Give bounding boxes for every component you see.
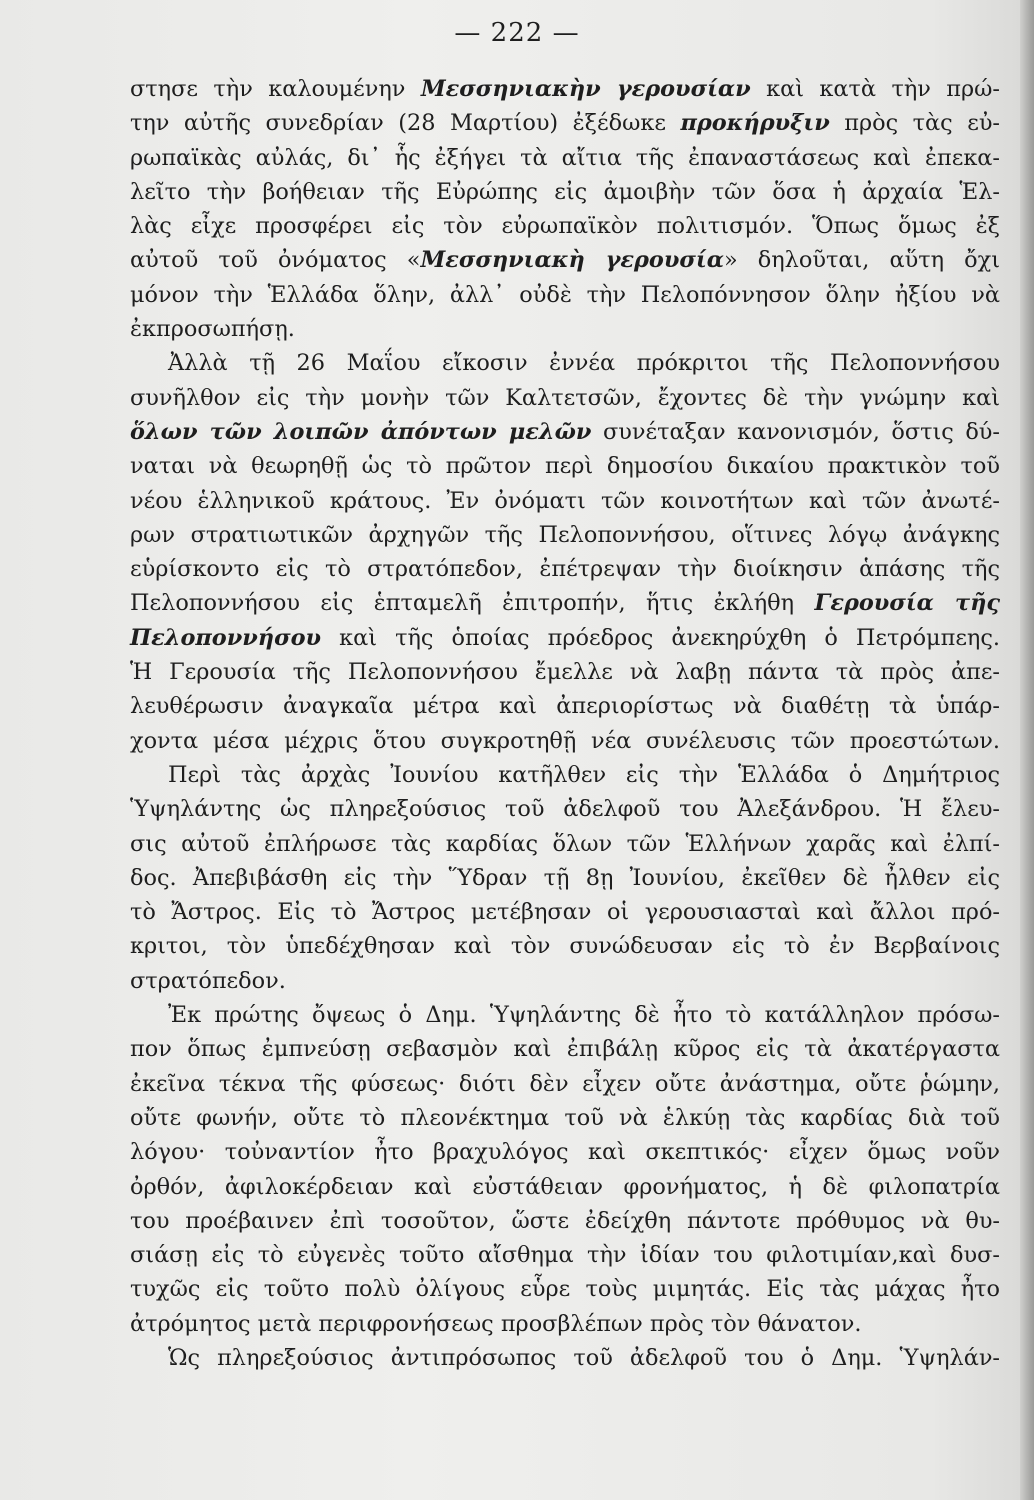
text-line [130,1272,1000,1306]
text-line [130,278,1000,312]
text-line [130,998,1000,1032]
line-text: του προέβαινεν ἐπὶ τοσοῦτον, ὥστε ἐδείχθη πάντοτε πρόθυμος νὰ θυ- [130,1207,1000,1234]
text-line [130,1204,1000,1238]
text-line [130,586,1000,620]
emphasis-text: προκήρυξιν [680,110,830,137]
text-line [130,175,1000,209]
text-line [130,1067,1000,1101]
line-text: οὔτε φωνήν, οὔτε τὸ πλεονέκτημα τοῦ νὰ ἑλκύῃ τὰς καρδίας διὰ τοῦ [130,1104,1000,1131]
text-line [130,243,1000,277]
line-text: ρων στρατιωτικῶν ἀρχηγῶν τῆς Πελοποννήσου, οἵτινες λόγῳ ἀνάγκης [130,521,1000,548]
line-text: Ἀλλὰ τῇ 26 Μαΐου εἴκοσιν ἐννέα πρόκριτοι τῆς Πελοποννήσου [168,350,1000,377]
body-text [130,72,1000,1375]
line-text: τὸ Ἄστρος. Εἰς τὸ Ἄστρος μετέβησαν οἱ γερουσιασταὶ καὶ ἄλλοι πρό- [130,899,1000,926]
text-line [130,312,1000,346]
line-text: καὶ κατὰ τὴν πρώ- [750,76,1000,102]
emphasis-text: Γερουσία τῆς [814,590,1000,617]
text-line [130,72,1000,106]
line-text: ἐκπροσωπήσῃ. [130,316,295,343]
line-text: νέου ἑλληνικοῦ κράτους. Ἐν ὀνόματι τῶν κοινοτήτων καὶ τῶν ἀνωτέ- [130,487,1000,514]
text-line [130,484,1000,518]
text-line [130,1341,1000,1375]
line-text: εὑρίσκοντο εἰς τὸ στρατόπεδον, ἐπέτρεψαν τὴν διοίκησιν ἁπάσης τῆς [130,556,1000,583]
emphasis-text: Πελοποννήσου [130,624,322,651]
line-text: λόγου· τοὐναντίον ἦτο βραχυλόγος καὶ σκεπτικός· εἶχεν ὅμως νοῦν [130,1139,1000,1166]
text-line [130,552,1000,586]
line-text: Ἐκ πρώτης ὄψεως ὁ Δημ. Ὑψηλάντης δὲ ἦτο τὸ κατάλληλον πρόσω- [168,1002,1000,1029]
text-line [130,518,1000,552]
line-text: τυχῶς εἰς τοῦτο πολὺ ὀλίγους εὗρε τοὺς μιμητάς. Εἰς τὰς μάχας ἦτο [130,1276,1000,1303]
line-text: Ἡ Γερουσία τῆς Πελοποννήσου ἔμελλε νὰ λαβῃ πάντα τὰ πρὸς ἀπε- [130,659,1000,686]
page-number: — 222 — [454,18,580,48]
text-line [130,758,1000,792]
emphasis-text: ὅλων τῶν λοιπῶν ἀπόντων μελῶν [130,418,592,445]
line-text: ρωπαϊκὰς αὐλάς, δι᾿ ἧς ἐξήγει τὰ αἴτια τῆς ἐπαναστάσεως καὶ ἐπεκα- [130,144,1000,171]
line-text: ὀρθόν, ἀφιλοκέρδειαν καὶ εὐστάθειαν φρονήματος, ἡ δὲ φιλοπατρία [130,1173,1000,1200]
line-text: σις αὐτοῦ ἐπλήρωσε τὰς καρδίας ὅλων τῶν Ἑλλήνων χαρᾶς καὶ ἐλπί- [130,830,1000,857]
line-text: συνέταξαν κανονισμόν, ὅστις δύ- [591,418,1000,445]
line-text: Περὶ τὰς ἀρχὰς Ἰουνίου κατῆλθεν εἰς τὴν Ἑλλάδα ὁ Δημήτριος [168,761,1000,788]
text-line [130,1170,1000,1204]
text-line [130,106,1000,140]
line-text: » δηλοῦται, αὕτη ὄχι [723,247,1000,274]
text-line [130,141,1000,175]
emphasis-text: Μεσσηνιακὴ γερουσία [420,247,724,274]
text-line [130,792,1000,826]
line-text: συνῆλθον εἰς τὴν μονὴν τῶν Καλτετσῶν, ἔχοντες δὲ τὴν γνώμην καὶ [130,384,1000,411]
line-text: την αὐτῆς συνεδρίαν (28 Μαρτίου) ἐξέδωκε [130,110,681,137]
line-text: πρὸς τὰς εὐ- [829,110,1000,137]
line-text: ναται νὰ θεωρηθῇ ὡς τὸ πρῶτον περὶ δημοσίου δικαίου πρακτικὸν τοῦ [130,453,1000,480]
line-text: στησε τὴν καλουμένην [130,76,421,102]
text-line [130,1238,1000,1272]
text-line [130,964,1000,998]
text-line [130,449,1000,483]
line-text: στρατόπεδον. [130,967,286,994]
line-text: χοντα μέσα μέχρις ὅτου συγκροτηθῇ νέα συνέλευσις τῶν προεστώτων. [130,727,1000,754]
line-text: πον ὅπως ἐμπνεύσῃ σεβασμὸν καὶ ἐπιβάλῃ κῦρος εἰς τὰ ἀκατέργαστα [130,1036,1000,1063]
text-line [130,1135,1000,1169]
text-line [130,346,1000,380]
text-line [130,861,1000,895]
text-line [130,1032,1000,1066]
text-line [130,895,1000,929]
line-text: λὰς εἶχε προσφέρει εἰς τὸν εὐρωπαϊκὸν πολιτισμόν. Ὅπως ὅμως ἐξ [130,213,1000,240]
text-line [130,1307,1000,1341]
text-line [130,827,1000,861]
line-text: λεῖτο τὴν βοήθειαν τῆς Εὐρώπης εἰς ἀμοιβὴν τῶν ὅσα ἡ ἀρχαία Ἑλ- [130,178,1000,205]
line-text: σιάσῃ εἰς τὸ εὐγενὲς τοῦτο αἴσθημα τὴν ἰδίαν του φιλοτιμίαν,καὶ δυσ- [130,1242,1000,1269]
text-line [130,621,1000,655]
text-line [130,724,1000,758]
page-edge-shadow [1020,0,1034,1500]
text-line [130,1101,1000,1135]
line-text: καὶ τῆς ὁποίας πρόεδρος ἀνεκηρύχθη ὁ Πετρόμπεης. [321,624,1000,651]
line-text: αὐτοῦ τοῦ ὀνόματος « [130,247,421,274]
line-text: λευθέρωσιν ἀναγκαῖα μέτρα καὶ ἀπεριορίστως νὰ διαθέτῃ τὰ ὑπάρ- [130,693,1000,720]
text-line [130,381,1000,415]
line-text: ἀτρόμητος μετὰ περιφρονήσεως προσβλέπων πρὸς τὸν θάνατον. [130,1310,862,1337]
line-text: κριτοι, τὸν ὑπεδέχθησαν καὶ τὸν συνώδευσαν εἰς τὸ ἐν Βερβαίνοις [130,933,1000,960]
text-line [130,689,1000,723]
text-line [130,929,1000,963]
text-line [130,209,1000,243]
line-text: Ὑψηλάντης ὡς πληρεξούσιος τοῦ ἀδελφοῦ του Ἀλεξάνδρου. Ἡ ἔλευ- [130,796,1000,823]
line-text: Ὡς πληρεξούσιος ἀντιπρόσωπος τοῦ ἀδελφοῦ του ὁ Δημ. Ὑψηλάν- [168,1344,1000,1371]
text-line [130,415,1000,449]
line-text: Πελοποννήσου εἰς ἑπταμελῆ ἐπιτροπήν, ἥτις ἐκλήθη [130,590,815,617]
emphasis-text: Μεσσηνιακὴν γερουσίαν [420,76,751,102]
line-text: ἐκεῖνα τέκνα τῆς φύσεως· διότι δὲν εἶχεν οὔτε ἀνάστημα, οὔτε ῥώμην, [130,1070,1000,1097]
line-text: μόνον τὴν Ἑλλάδα ὅλην, ἀλλ᾿ οὐδὲ τὴν Πελοπόννησον ὅλην ἠξίου νὰ [130,281,1000,308]
text-line [130,655,1000,689]
line-text: δος. Ἀπεβιβάσθη εἰς τὴν Ὕδραν τῇ 8ῃ Ἰουνίου, ἐκεῖθεν δὲ ἦλθεν εἰς [130,864,1000,891]
